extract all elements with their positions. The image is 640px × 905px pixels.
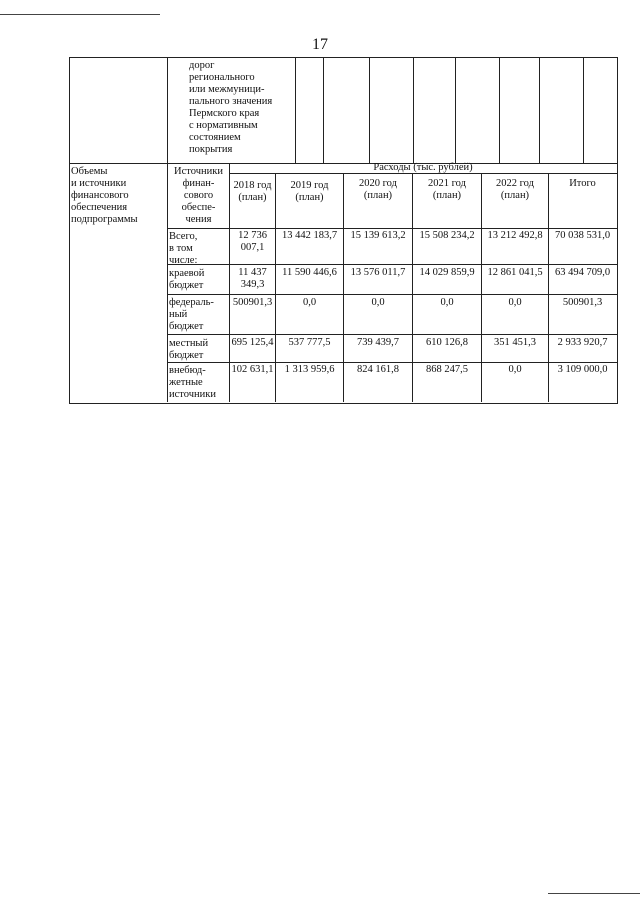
table-grid-line [167, 228, 617, 229]
table-cell: 3 109 000,0 [557, 364, 608, 375]
top-left-scan-line [0, 14, 160, 15]
bottom-right-scan-line [548, 893, 640, 894]
table-cell: 0,0 [508, 297, 522, 308]
table-grid-line [167, 57, 168, 402]
table-grid-line [167, 362, 617, 363]
page-number: 17 [312, 36, 328, 53]
table-row-source: Всего, в том числе: [169, 231, 198, 266]
table-cell: 351 451,3 [494, 337, 536, 348]
year-header-2018: 2018 год (план) [233, 180, 272, 203]
year-header-2019: 2019 год (план) [290, 180, 329, 203]
table-cell: 11 437 349,3 [238, 267, 267, 290]
table-grid-line [167, 294, 617, 295]
table-cell: 70 038 531,0 [554, 230, 611, 241]
table-grid-line [455, 57, 456, 163]
table-grid-line [167, 264, 617, 265]
table-cell: 1 313 959,6 [284, 364, 335, 375]
table-cell: 0,0 [371, 297, 385, 308]
table-cell: 12 861 041,5 [487, 267, 543, 278]
table-cell: 2 933 920,7 [557, 337, 608, 348]
year-header-total: Итого [569, 178, 596, 189]
table-cell: 0,0 [302, 297, 317, 308]
table-cell: 739 439,7 [357, 337, 399, 348]
year-header-2020: 2020 год (план) [359, 178, 397, 201]
table-grid-line [413, 57, 414, 163]
table-cell: 102 631,1 [231, 364, 274, 375]
table-cell: 537 777,5 [288, 337, 331, 348]
table-grid-line [583, 57, 584, 163]
expenses-header: Расходы (тыс. рублей) [373, 162, 473, 173]
table-cell: 500901,3 [232, 297, 273, 308]
table-grid-line [323, 57, 324, 163]
table-grid-line [539, 57, 540, 163]
table-cell: 695 125,4 [231, 337, 274, 348]
table-cell: 14 029 859,9 [419, 267, 475, 278]
table-cell: 13 442 183,7 [281, 230, 338, 241]
table-row-source: краевой бюджет [169, 268, 205, 291]
table-cell: 11 590 446,6 [282, 267, 337, 278]
table-cell: 0,0 [440, 297, 454, 308]
table-cell: 0,0 [508, 364, 522, 375]
table-cell: 868 247,5 [426, 364, 468, 375]
table-cell: 824 161,8 [357, 364, 399, 375]
table-cell: 15 139 613,2 [350, 230, 406, 241]
continued-cell-text: дорог регионального или межмуници- пального значения Пермского края с нормативным состоянием покрытия [189, 60, 273, 155]
table-row-source: внебюд- жетные источники [169, 365, 216, 400]
table-row-source: федераль- ный бюджет [169, 297, 214, 332]
table-grid-line [369, 57, 370, 163]
table-cell: 63 494 709,0 [554, 267, 611, 278]
table-grid-line [167, 334, 617, 335]
table-cell: 12 736 007,1 [238, 230, 267, 253]
year-header-2021: 2021 год (план) [428, 178, 466, 201]
table-cell: 610 126,8 [426, 337, 468, 348]
sources-header: Источники финан- сового обеспе- чения [174, 166, 223, 225]
table-cell: 500901,3 [562, 297, 603, 308]
table-cell: 13 576 011,7 [350, 267, 406, 278]
section-label: Объемы и источники финансового обеспечения подпрограммы [71, 166, 138, 225]
year-header-2022: 2022 год (план) [496, 178, 534, 201]
table-cell: 15 508 234,2 [419, 230, 475, 241]
table-cell: 13 212 492,8 [487, 230, 543, 241]
table-grid-line [499, 57, 500, 163]
table-row-source: местный бюджет [169, 338, 209, 361]
